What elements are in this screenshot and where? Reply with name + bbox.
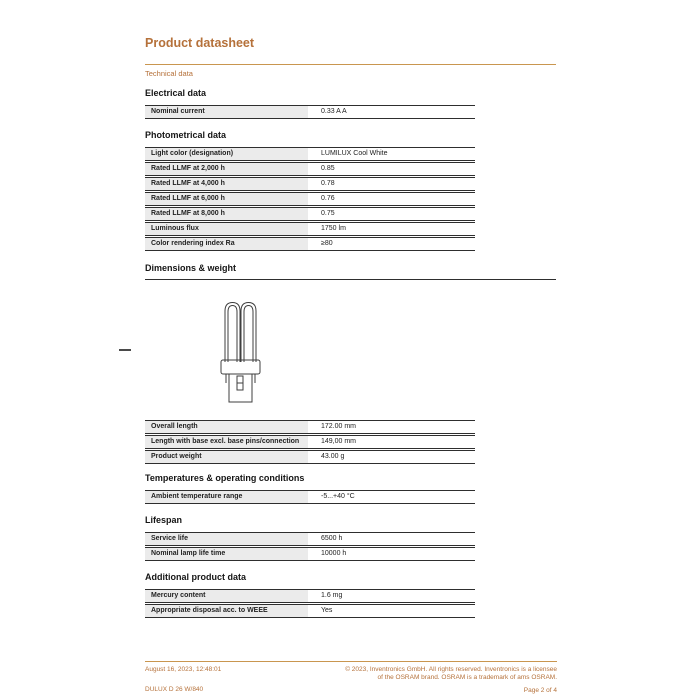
row-value: 6500 h	[308, 533, 475, 545]
row-value: 0.85	[308, 163, 475, 175]
lifespan-data-table	[145, 532, 475, 562]
table-row	[145, 192, 475, 206]
row-value: 1.6 mg	[308, 590, 475, 602]
row-label: Nominal lamp life time	[145, 548, 308, 560]
table-row	[145, 589, 475, 603]
row-label: Rated LLMF at 2,000 h	[145, 163, 308, 175]
row-label: Rated LLMF at 8,000 h	[145, 208, 308, 220]
row-label: Mercury content	[145, 590, 308, 602]
table-row	[145, 532, 475, 546]
dimensions-data-table	[145, 420, 475, 465]
row-value: ≥80	[308, 238, 475, 250]
row-value: 149,00 mm	[308, 436, 475, 448]
row-value: LUMILUX Cool White	[308, 148, 475, 160]
page-title: Product datasheet	[145, 36, 255, 50]
electrical-data-table	[145, 105, 475, 120]
photometrical-data-table	[145, 147, 475, 252]
table-row	[145, 207, 475, 221]
row-label: Product weight	[145, 451, 308, 463]
section-heading-dimensions: Dimensions & weight	[145, 263, 556, 280]
row-value: 172.00 mm	[308, 421, 475, 433]
row-value: 0.76	[308, 193, 475, 205]
page-footer	[145, 661, 557, 695]
row-value: 10000 h	[308, 548, 475, 560]
row-label: Rated LLMF at 4,000 h	[145, 178, 308, 190]
row-value: -5...+40 °C	[308, 491, 475, 503]
table-row	[145, 490, 475, 504]
footer-product-name: DULUX D 26 W/840	[145, 686, 204, 693]
technical-data-label: Technical data	[145, 69, 193, 78]
row-label: Color rendering index Ra	[145, 238, 308, 250]
page-edge-fold-mark	[119, 349, 131, 351]
footer-right	[339, 662, 557, 695]
table-row	[145, 105, 475, 119]
table-row	[145, 162, 475, 176]
footer-page-number: Page 2 of 4	[523, 687, 557, 694]
table-row	[145, 435, 475, 449]
row-label: Length with base excl. base pins/connection	[145, 436, 308, 448]
table-row	[145, 604, 475, 618]
footer-timestamp: August 16, 2023, 12:48:01	[145, 666, 222, 673]
section-heading-temperatures: Temperatures & operating conditions	[145, 473, 305, 483]
row-label: Luminous flux	[145, 223, 308, 235]
row-label: Service life	[145, 533, 308, 545]
section-heading-photometrical: Photometrical data	[145, 130, 227, 140]
row-label: Light color (designation)	[145, 148, 308, 160]
row-value: 0.78	[308, 178, 475, 190]
row-value: Yes	[308, 605, 475, 617]
lamp-dimension-drawing	[217, 294, 263, 412]
row-value: 1750 lm	[308, 223, 475, 235]
dulux-lamp-icon	[217, 294, 263, 412]
table-row	[145, 450, 475, 464]
table-row	[145, 147, 475, 161]
section-heading-additional: Additional product data	[145, 572, 246, 582]
row-value: 0.33 A A	[308, 106, 475, 118]
table-row	[145, 177, 475, 191]
section-heading-lifespan: Lifespan	[145, 515, 183, 525]
additional-data-table	[145, 589, 475, 619]
table-row	[145, 237, 475, 251]
row-label: Nominal current	[145, 106, 308, 118]
footer-left	[145, 662, 221, 695]
table-row	[145, 547, 475, 561]
temperatures-data-table	[145, 490, 475, 505]
row-label: Appropriate disposal acc. to WEEE	[145, 605, 308, 617]
row-label: Ambient temperature range	[145, 491, 308, 503]
row-value: 43.00 g	[308, 451, 475, 463]
footer-copyright: © 2023, Inventronics GmbH. All rights reserved. Inventronics is a licensee of the OSRAM brand. OSRAM is a trademark of ams OSRAM.	[345, 666, 557, 681]
table-row	[145, 420, 475, 434]
row-label: Rated LLMF at 6,000 h	[145, 193, 308, 205]
table-row	[145, 222, 475, 236]
section-heading-electrical: Electrical data	[145, 88, 207, 98]
row-label: Overall length	[145, 421, 308, 433]
title-divider-rule	[145, 64, 556, 65]
row-value: 0.75	[308, 208, 475, 220]
